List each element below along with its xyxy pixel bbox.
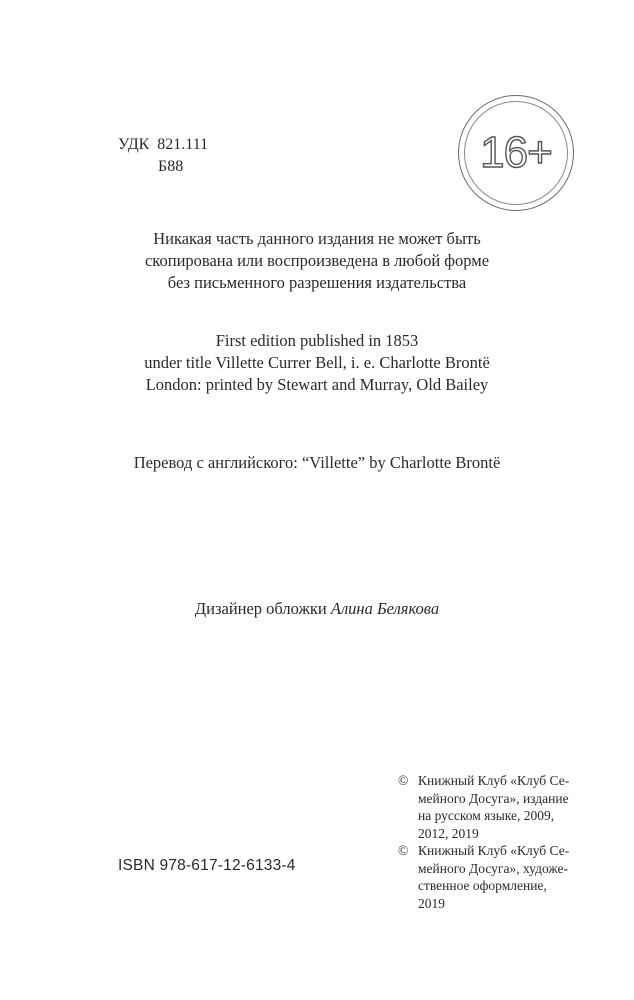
copyright-text: [418, 772, 573, 842]
designer-name: Алина Белякова: [330, 599, 440, 618]
isbn-number: ISBN 978-617-12-6133-4: [118, 857, 296, 874]
edition-line: First edition published in 1853: [215, 331, 419, 350]
udk-label: УДК: [118, 136, 150, 153]
age-rating-badge: [458, 95, 574, 211]
udk-line: [118, 134, 208, 156]
age-rating-label: 16+: [480, 128, 552, 177]
copyright-item: [398, 842, 573, 912]
notice-line: скопирована или воспроизведена в любой форме: [144, 251, 490, 270]
notice-line: без письменного разрешения издательства: [167, 273, 467, 292]
cover-designer: [0, 598, 634, 620]
copyright-block: [398, 772, 573, 912]
udk-code: 821.111: [157, 136, 209, 153]
copyright-line: на русском языке, 2009,: [418, 808, 555, 823]
designer-label: Дизайнер обложки: [194, 599, 327, 618]
edition-line: London: printed by Stewart and Murray, Old Bailey: [145, 375, 489, 394]
copyright-line: 2012, 2019: [418, 825, 479, 841]
classification-codes: [118, 134, 208, 178]
copyright-notice: [0, 228, 634, 294]
translation-info: Перевод с английского: “Villette” by Charlotte Brontë: [133, 453, 501, 472]
first-edition-info: [0, 330, 634, 396]
age-rating-inner-ring: [464, 101, 568, 205]
copyright-line: мейного Досуга», издание: [418, 790, 569, 806]
copyright-item: [398, 772, 573, 842]
notice-line: Никакая часть данного издания не может быть: [153, 229, 481, 248]
copyright-line: мейного Досуга», художе-: [418, 860, 569, 876]
copyright-line: Книжный Клуб «Клуб Се-: [418, 773, 570, 788]
bbk-code: Б88: [158, 158, 184, 175]
copyright-line: ственное оформление, 2019: [418, 878, 547, 911]
copyright-sign: ©: [398, 843, 409, 858]
edition-line: under title Villette Currer Bell, i. e. Charlotte Brontë: [144, 353, 490, 372]
copyright-text: [418, 842, 573, 912]
copyright-line: Книжный Клуб «Клуб Се-: [418, 843, 570, 858]
copyright-sign: ©: [398, 773, 409, 788]
